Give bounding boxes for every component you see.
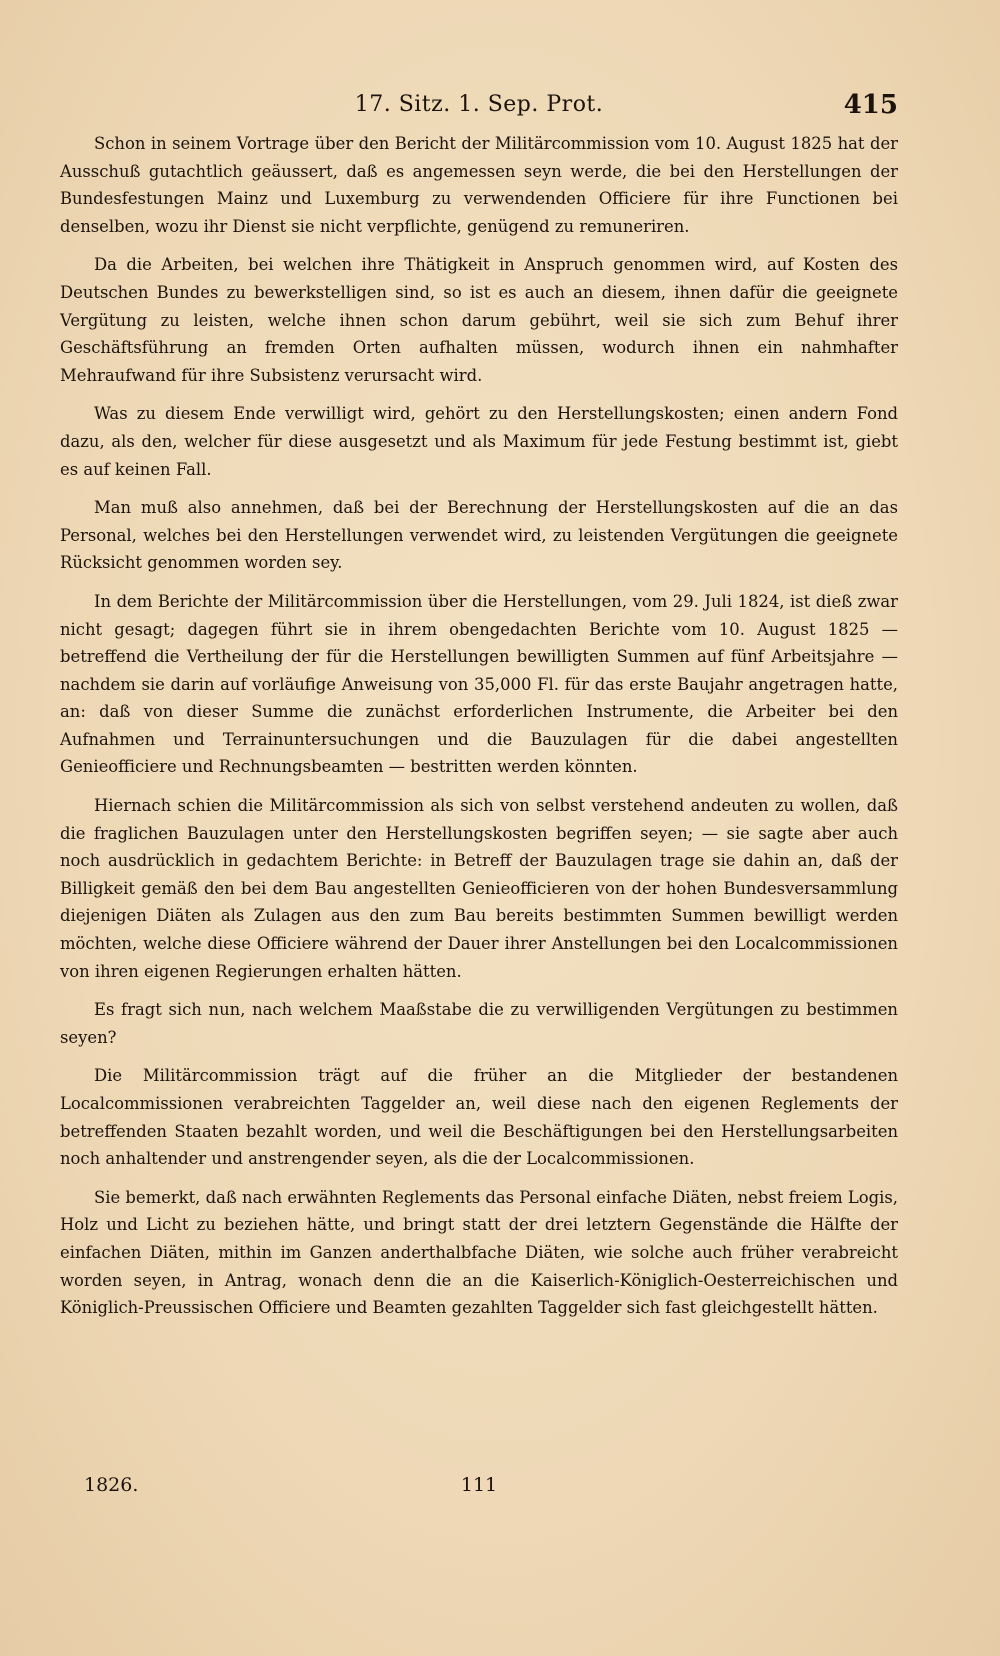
footer-year: 1826. <box>84 1474 139 1496</box>
running-title: 17. Sitz. 1. Sep. Prot. <box>354 92 604 117</box>
page-header <box>60 92 898 132</box>
paragraph: Die Militärcommission trägt auf die früher an die Mitglieder der bestandenen Localcommissionen verabreichten Taggelder an, weil diese nach den eigenen Reglements der betreffenden Staaten bezahlt worden, und weil die Beschäftigungen bei den Herstellungsarbeiten noch anhaltender und anstrengender seyen, als die der Localcommissionen. <box>60 1066 898 1169</box>
paragraph: Sie bemerkt, daß nach erwähnten Reglements das Personal einfache Diäten, nebst freiem Logis, Holz und Licht zu beziehen hätte, und bringt statt der drei letztern Gegenstände die Hälfte der einfachen Diäten, mithin im Ganzen anderthalbfache Diäten, wie solche auch früher verabreicht worden seyen, in Antrag, wonach denn die an die Kaiserlich-Königlich-Oesterreichischen und Königlich-Preussischen Officiere und Beamten gezahlten Taggelder sich fast gleichgestellt hätten. <box>60 1187 898 1318</box>
paragraph: Da die Arbeiten, bei welchen ihre Thätigkeit in Anspruch genommen wird, auf Kosten des Deutschen Bundes zu bewerkstelligen sind, so ist es auch an diesem, ihnen dafür die geeignete Vergütung zu leisten, welche ihnen schon darum gebührt, weil sie sich zum Behuf ihrer Geschäftsführung an fremden Orten aufhalten müssen, wodurch ihnen ein nahmhafter Mehraufwand für ihre Subsistenz verursacht wird. <box>60 255 898 385</box>
paragraph: Hiernach schien die Militärcommission als sich von selbst verstehend andeuten zu wollen, daß die fraglichen Bauzulagen unter den Herstellungskosten begriffen seyen; — sie sagte aber auch noch ausdrücklich in gedachtem Berichte: in Betreff der Bauzulagen trage sie dahin an, daß der Billigkeit gemäß den bei dem Bau angestellten Genieofficieren von der hohen Bundesversammlung diejenigen Diäten als Zulagen aus den zum Bau bereits bestimmten Summen bewilligt werden möchten, welche diese Officiere während der Dauer ihrer Anstellungen bei den Localcommissionen von ihren eigenen Regierungen erhalten hätten. <box>60 796 898 981</box>
paragraph: Schon in seinem Vortrage über den Bericht der Militärcommission vom 10. August 1825 hat der Ausschuß gutachtlich geäussert, daß es angemessen seyn werde, die bei den Herstellungen der Bundesfestungen Mainz und Luxemburg zu verwendenden Officiere für ihre Functionen bei denselben, wozu ihr Dienst sie nicht verpflichte, genügend zu remuneriren. <box>60 134 898 236</box>
paragraph: Es fragt sich nun, nach welchem Maaßstabe die zu verwilligenden Vergütungen zu bestimmen seyen? <box>60 1000 898 1047</box>
paragraph: In dem Berichte der Militärcommission über die Herstellungen, vom 29. Juli 1824, ist dieß zwar nicht gesagt; dagegen führt sie in ihrem obengedachten Berichte vom 10. August 1825 — betreffend die Vertheilung der für die Herstellungen bewilligten Summen auf fünf Arbeitsjahre — nachdem sie darin auf vorläufige Anweisung von 35,000 Fl. für das erste Baujahr angetragen hatte, an: daß von dieser Summe die zunächst erforderlichen Instrumente, die Arbeiter bei den Aufnahmen und Terrainuntersuchungen und die Bauzulagen für die dabei angestellten Genieofficiere und Rechnungsbeamten — bestritten werden könnten. <box>60 591 898 777</box>
page-number: 415 <box>843 90 898 120</box>
signature-mark: 111 <box>460 1474 498 1496</box>
paragraph: Man muß also annehmen, daß bei der Berechnung der Herstellungskosten auf die an das Personal, welches bei den Herstellungen verwendet wird, zu leistenden Vergütungen die geeignete Rücksicht genommen worden sey. <box>60 498 898 573</box>
page-footer <box>60 1474 898 1504</box>
body-text <box>60 130 898 1333</box>
paragraph: Was zu diesem Ende verwilligt wird, gehört zu den Herstellungskosten; einen andern Fond dazu, als den, welcher für diese ausgesetzt und als Maximum für jede Festung bestimmt ist, giebt es auf keinen Fall. <box>60 404 898 479</box>
